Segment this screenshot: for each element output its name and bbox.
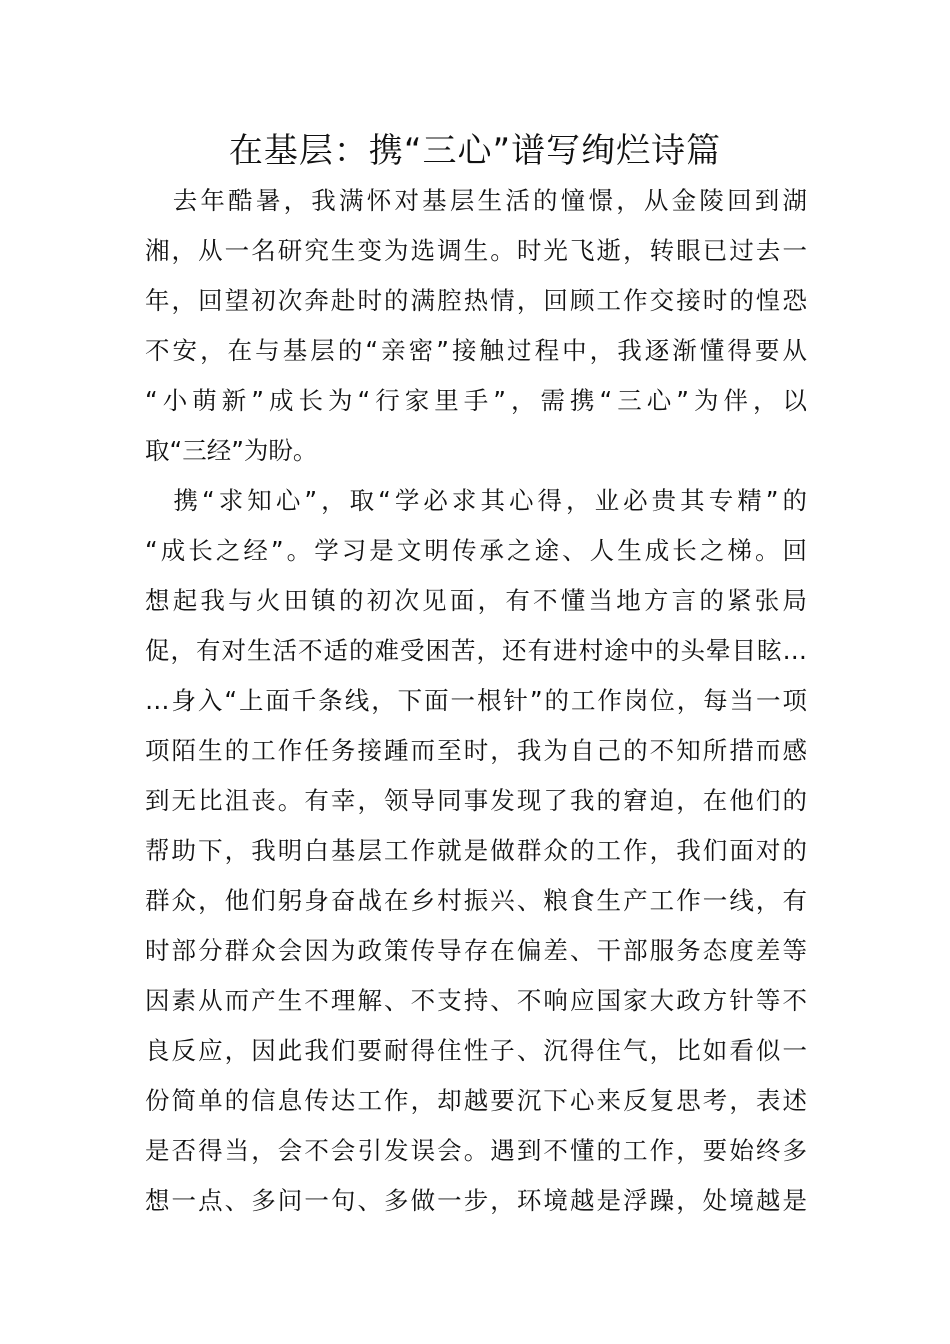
text-line: 不安，在与基层的“亲密”接触过程中，我逐渐懂得要从 [145, 336, 807, 365]
text-line: 群众，他们躬身奋战在乡村振兴、粮食生产工作一线，有 [145, 886, 807, 915]
text-line: 帮助下，我明白基层工作就是做群众的工作，我们面对的 [145, 836, 807, 865]
text-line: 湘，从一名研究生变为选调生。时光飞逝，转眼已过去一 [145, 236, 807, 265]
text-line: 促，有对生活不适的难受困苦，还有进村途中的头晕目眩… [145, 636, 807, 665]
text-line: …身入“上面千条线，下面一根针”的工作岗位，每当一项 [145, 686, 807, 715]
paragraph-2 [145, 476, 807, 1226]
text-line: 去年酷暑，我满怀对基层生活的憧憬，从金陵回到湖 [145, 186, 807, 215]
text-line: 想起我与火田镇的初次见面，有不懂当地方言的紧张局 [145, 586, 807, 615]
text-line: 因素从而产生不理解、不支持、不响应国家大政方针等不 [145, 986, 807, 1015]
text-line: “成长之经”。学习是文明传承之途、人生成长之梯。回 [145, 536, 807, 565]
text-line: 时部分群众会因为政策传导存在偏差、干部服务态度差等 [145, 936, 807, 965]
text-line: 份简单的信息传达工作，却越要沉下心来反复思考，表述 [145, 1086, 807, 1115]
text-line: 年，回望初次奔赴时的满腔热情，回顾工作交接时的惶恐 [145, 286, 807, 315]
text-line: “小萌新”成长为“行家里手”，需携“三心”为伴，以 [145, 386, 807, 415]
document-title: 在基层：携“三心”谱写绚烂诗篇 [228, 131, 722, 171]
document-body [145, 176, 807, 1226]
text-line: 良反应，因此我们要耐得住性子、沉得住气，比如看似一 [145, 1036, 807, 1065]
text-line: 是否得当，会不会引发误会。遇到不懂的工作，要始终多 [145, 1136, 807, 1165]
text-line: 携“求知心”，取“学必求其心得，业必贵其专精”的 [145, 486, 807, 515]
paragraph-1 [145, 176, 807, 476]
text-line: 想一点、多问一句、多做一步，环境越是浮躁，处境越是 [145, 1186, 807, 1215]
text-line: 到无比沮丧。有幸，领导同事发现了我的窘迫，在他们的 [145, 786, 807, 815]
text-line: 取“三经”为盼。 [145, 436, 318, 465]
text-line: 项陌生的工作任务接踵而至时，我为自己的不知所措而感 [145, 736, 807, 765]
